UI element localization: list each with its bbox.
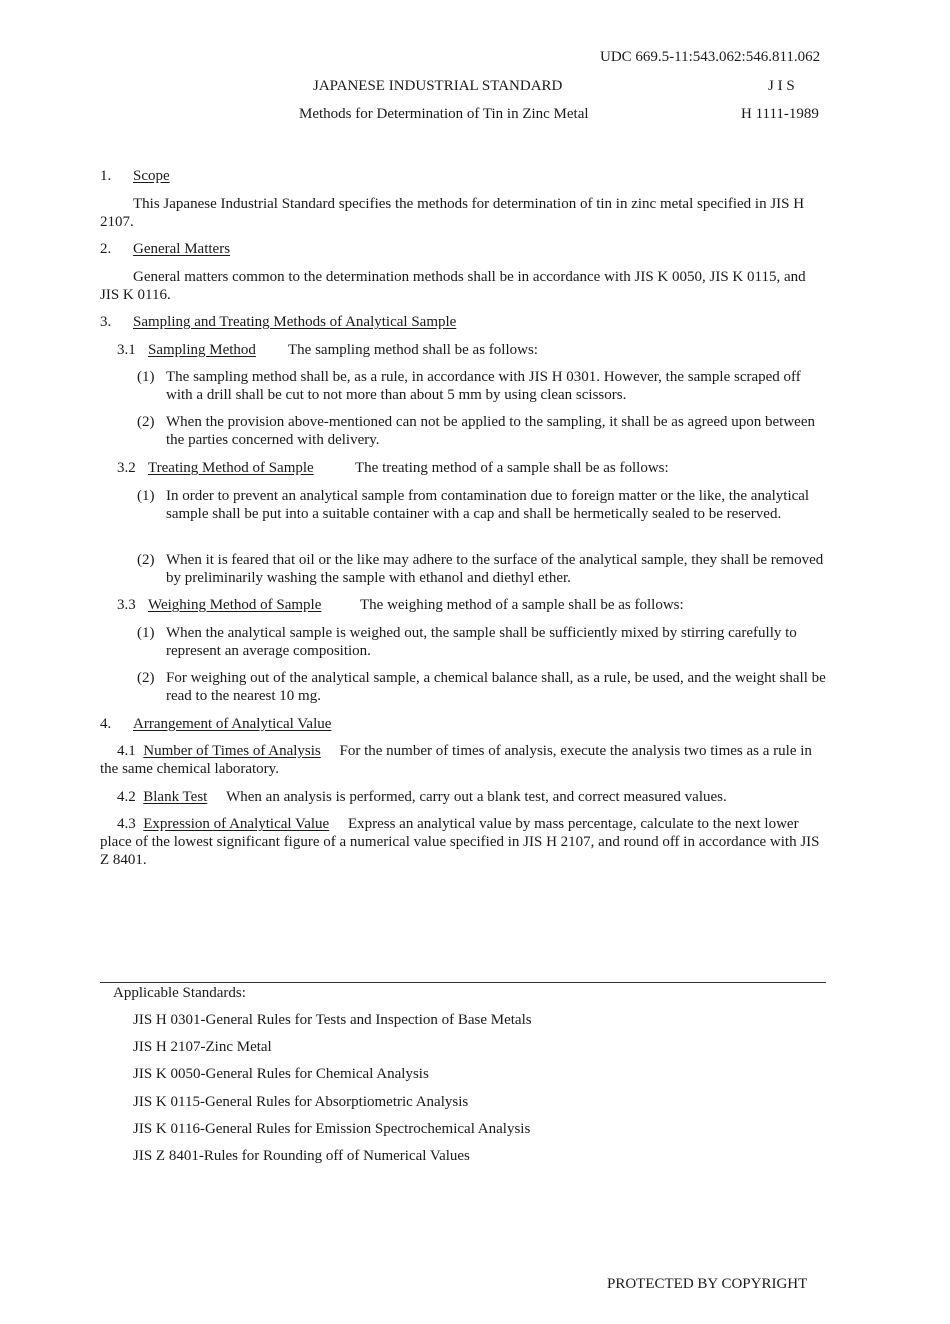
section-4-number: 4. [100, 716, 112, 732]
list-item-text: When the analytical sample is weighed out, the sample shall be sufficiently mixed by stirring carefully to represent an average composition. [166, 625, 797, 659]
section-1-body: This Japanese Industrial Standard specifies the methods for determination of tin in zinc metal specified in JIS H 2107. [100, 196, 805, 230]
subsection-4-1-title: Number of Times of Analysis [143, 743, 321, 759]
subsection-4-2 [100, 788, 825, 806]
jis-mark: J I S [768, 78, 795, 94]
section-4-title: Arrangement of Analytical Value [133, 716, 332, 732]
list-item-number: (2) [137, 414, 155, 430]
list-item-text: The sampling method shall be, as a rule, in accordance with JIS H 0301. However, the sample scraped off with a drill shall be cut to not more than about 5 mm by using clean scissors. [166, 369, 801, 403]
subsection-4-1-text: For the number of times of analysis, execute the analysis two times as a rule in the same chemical laboratory. [100, 743, 812, 777]
applicable-standard-item: JIS H 2107-Zinc Metal [133, 1039, 272, 1055]
standard-name: JAPANESE INDUSTRIAL STANDARD [313, 78, 563, 94]
subsection-3-3-title: Weighing Method of Sample [148, 597, 322, 613]
section-1-number: 1. [100, 168, 112, 184]
section-2-title: General Matters [133, 241, 231, 257]
subsection-3-3-lead: The weighing method of a sample shall be as follows: [360, 597, 684, 613]
applicable-standard-item: JIS Z 8401-Rules for Rounding off of Numerical Values [133, 1148, 470, 1164]
subsection-3-1-title: Sampling Method [148, 342, 256, 358]
subsection-3-2-title: Treating Method of Sample [148, 460, 314, 476]
applicable-standard-item: JIS H 0301-General Rules for Tests and Inspection of Base Metals [133, 1012, 532, 1028]
list-item-number: (1) [137, 369, 155, 385]
section-3-number: 3. [100, 314, 112, 330]
list-item-number: (2) [137, 552, 155, 568]
list-item-number: (1) [137, 488, 155, 504]
subsection-4-2-number: 4.2 [117, 789, 136, 805]
applicable-standard-item: JIS K 0115-General Rules for Absorptiometric Analysis [133, 1094, 469, 1110]
applicable-standard-item: JIS K 0050-General Rules for Chemical Analysis [133, 1066, 429, 1082]
subsection-4-3-title: Expression of Analytical Value [143, 816, 330, 832]
section-3-title: Sampling and Treating Methods of Analytical Sample [133, 314, 457, 330]
list-item-text: When the provision above-mentioned can not be applied to the sampling, it shall be as agreed upon between the parties concerned with delivery. [166, 414, 815, 448]
applicable-standards-heading: Applicable Standards: [113, 985, 246, 1001]
footnote-divider [100, 982, 826, 983]
udc-code: UDC 669.5-11:543.062:546.811.062 [600, 49, 821, 65]
section-2-body: General matters common to the determination methods shall be in accordance with JIS K 0050, JIS K 0115, and JIS K 0116. [100, 269, 806, 303]
applicable-standard-item: JIS K 0116-General Rules for Emission Spectrochemical Analysis [133, 1121, 531, 1137]
subsection-4-2-title: Blank Test [143, 789, 208, 805]
subsection-3-2-lead: The treating method of a sample shall be as follows: [355, 460, 669, 476]
list-item-text: When it is feared that oil or the like may adhere to the surface of the analytical sample, they shall be removed by preliminarily washing the sample with ethanol and diethyl ether. [166, 552, 824, 586]
subsection-4-3-text: Express an analytical value by mass percentage, calculate to the next lower place of the lowest significant figure of a numerical value specified in JIS H 2107, and round off in accordance with JIS Z 8401. [100, 816, 820, 868]
subsection-3-1-number: 3.1 [117, 342, 136, 358]
subsection-4-1-number: 4.1 [117, 743, 136, 759]
standard-number: H 1111-1989 [741, 106, 819, 122]
copyright-notice: PROTECTED BY COPYRIGHT [607, 1276, 808, 1292]
list-item-number: (2) [137, 670, 155, 686]
list-item-text: For weighing out of the analytical sample, a chemical balance shall, as a rule, be used, and the weight shall be read to the nearest 10 mg. [166, 670, 826, 704]
document-title: Methods for Determination of Tin in Zinc Metal [299, 106, 589, 122]
section-2-number: 2. [100, 241, 112, 257]
subsection-4-3-number: 4.3 [117, 816, 136, 832]
subsection-3-1-lead: The sampling method shall be as follows: [288, 342, 538, 358]
section-1-title: Scope [133, 168, 170, 184]
subsection-4-2-text: When an analysis is performed, carry out a blank test, and correct measured values. [226, 789, 727, 805]
subsection-3-2-number: 3.2 [117, 460, 136, 476]
subsection-3-3-number: 3.3 [117, 597, 136, 613]
list-item-number: (1) [137, 625, 155, 641]
subsection-4-1 [100, 742, 825, 778]
list-item-text: In order to prevent an analytical sample from contamination due to foreign matter or the like, the analytical sample shall be put into a suitable container with a cap and shall be hermetically sealed to be reserved. [166, 488, 810, 522]
subsection-4-3 [100, 815, 825, 869]
